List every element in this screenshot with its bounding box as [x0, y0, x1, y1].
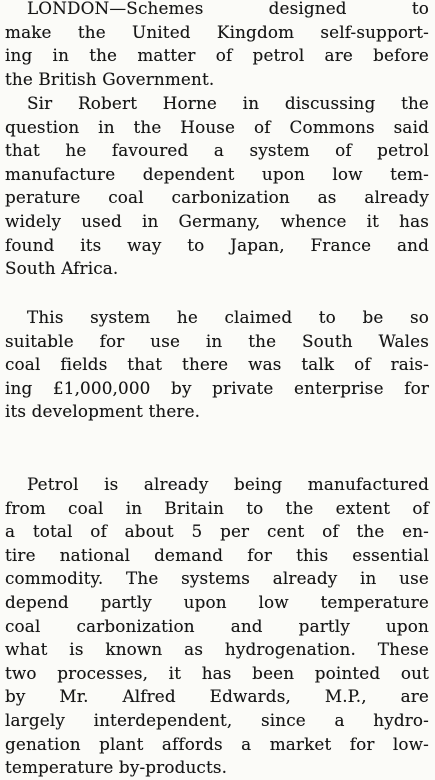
- paragraph-petrol-from-coal: [5, 473, 429, 780]
- text-line: genation plant affords a market for low-: [5, 733, 429, 754]
- text-line: manufacture dependent upon low tem-: [5, 163, 429, 184]
- text-line: This system he claimed to be so: [27, 307, 429, 327]
- text-line: by Mr. Alfred Edwards, M.P., are: [5, 686, 429, 707]
- text-line: suitable for use in the South Wales: [5, 330, 429, 351]
- text-line: its development there.: [5, 401, 201, 422]
- text-line: widely used in Germany, whence it has: [5, 210, 429, 231]
- text-line: a total of about 5 per cent of the en-: [5, 521, 429, 542]
- text-line: LONDON—Schemes designed to: [27, 0, 429, 18]
- text-line: South Africa.: [5, 258, 119, 279]
- text-line: Sir Robert Horne in discussing the: [27, 93, 429, 113]
- text-line: perature coal carbonization as already: [5, 187, 429, 208]
- text-line: question in the House of Commons said: [5, 116, 429, 137]
- text-line: what is known as hydrogenation. These: [5, 639, 429, 660]
- text-line: from coal in Britain to the extent of: [5, 497, 429, 518]
- text-line: coal fields that there was talk of rais-: [5, 354, 429, 375]
- text-line: found its way to Japan, France and: [5, 234, 429, 255]
- text-line: two processes, it has been pointed out: [5, 662, 429, 683]
- text-line: ing £1,000,000 by private enterprise for: [5, 377, 429, 398]
- text-line: depend partly upon low temperature: [5, 591, 429, 612]
- text-line: largely interdependent, since a hydro-: [5, 709, 429, 730]
- paragraph-robert-horne: [5, 92, 429, 281]
- text-line: temperature by-products.: [5, 757, 228, 778]
- text-line: coal carbonization and partly upon: [5, 615, 429, 636]
- text-line: that he favoured a system of petrol: [5, 140, 429, 161]
- text-line: ing in the matter of petrol are before: [5, 45, 429, 66]
- text-line: the British Government.: [5, 68, 215, 89]
- paragraph-south-wales: [5, 306, 429, 424]
- text-line: make the United Kingdom self-support-: [5, 21, 429, 42]
- text-line: commodity. The systems already in use: [5, 568, 429, 589]
- text-line: tire national demand for this essential: [5, 544, 429, 565]
- text-line: Petrol is already being manufactured: [27, 474, 429, 494]
- paragraph-petrol-schemes: [5, 0, 429, 91]
